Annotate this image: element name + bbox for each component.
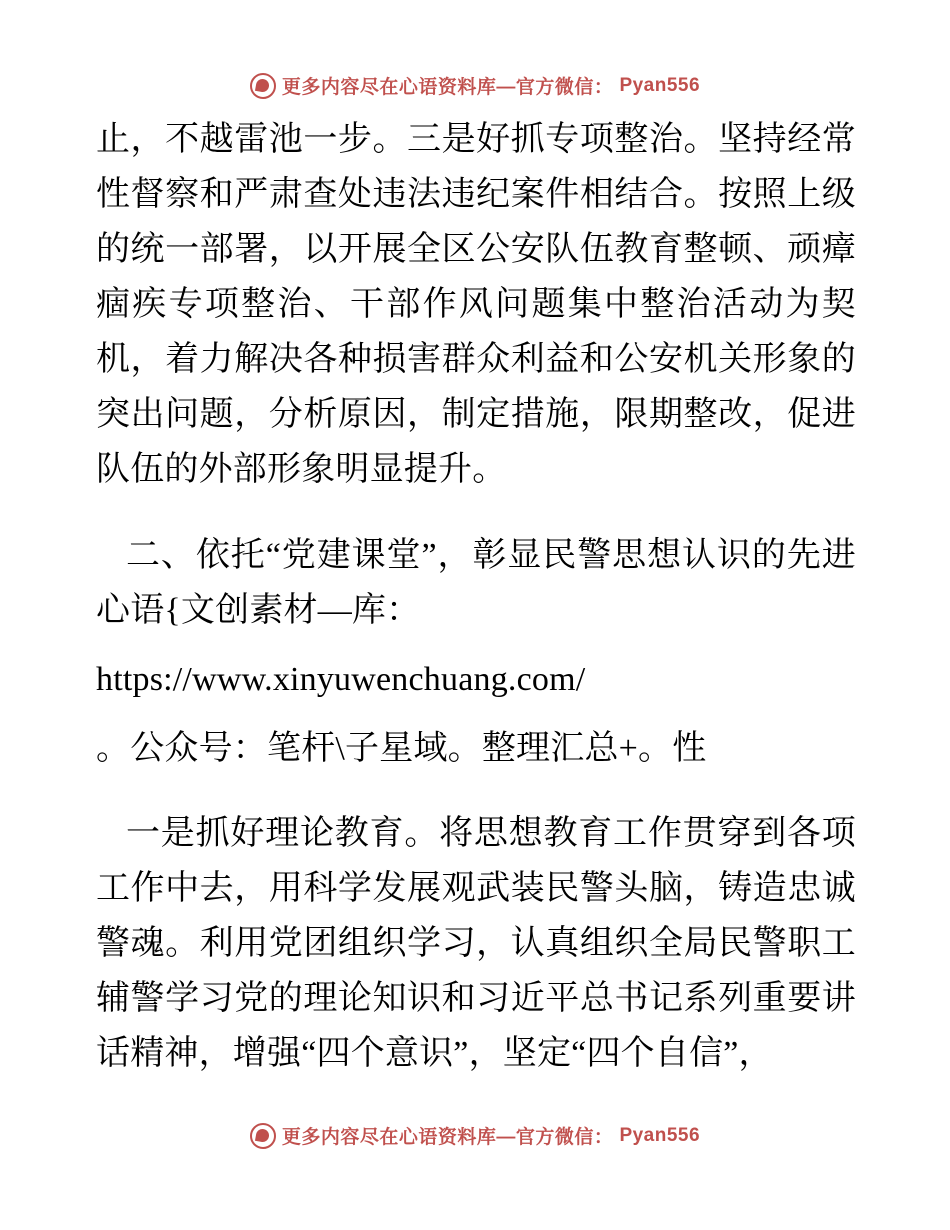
paragraph-3: 一是抓好理论教育。将思想教育工作贯穿到各项工作中去，用科学发展观武装民警头脑，铸造忠诚警魂。利用党团组织学习，认真组织全局民警职工辅警学习党的理论知识和习近平总书记系列重要讲话精神，增强“四个意识”，坚定“四个自信”， xyxy=(96,814,856,1073)
watermark-footer xyxy=(0,1122,950,1149)
paragraph-1: 止，不越雷池一步。三是好抓专项整治。坚持经常性督察和严肃查处违法违纪案件相结合。按照上级的统一部署，以开展全区公安队伍教育整顿、顽瘴痼疾专项整治、干部作风问题集中整治活动为契机，着力解决各种损害群众利益和公安机关形象的突出问题，分析原因，制定措施，限期整改，促进队伍的外部形象明显提升。 xyxy=(96,121,856,489)
talk-bubble-logo-icon xyxy=(250,73,276,99)
document-body xyxy=(96,112,856,1095)
watermark-header-wechat-id: Pyan556 xyxy=(619,74,701,96)
watermark-footer-wechat-id: Pyan556 xyxy=(619,1124,701,1146)
watermark-header-text: 更多内容尽在心语资料库—官方微信： xyxy=(281,77,614,98)
paragraph-2-url: https://www.xinyuwenchuang.com/ xyxy=(96,660,586,698)
paragraph-2-lead: 二、依托“党建课堂”，彰显民警思想认识的先进心语{文创素材—库： xyxy=(96,536,856,629)
watermark-header xyxy=(0,72,950,99)
watermark-footer-text: 更多内容尽在心语资料库—官方微信： xyxy=(281,1127,614,1148)
paragraph-2-tail: 。公众号：笔杆\子星域。整理汇总+。性 xyxy=(96,729,707,767)
talk-bubble-logo-icon xyxy=(250,1123,276,1149)
